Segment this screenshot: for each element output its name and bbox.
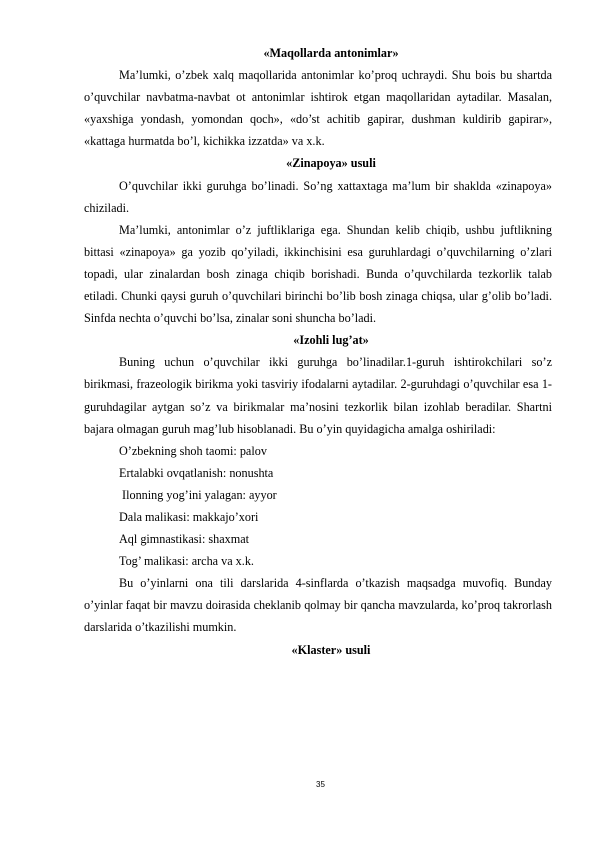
list-item: Aql gimnastikasi: shaxmat — [119, 532, 249, 547]
list-item: Tog’ malikasi: archa va x.k. — [119, 554, 254, 569]
heading-klaster-usuli: «Klaster» usuli — [291, 642, 371, 657]
heading-izohli-lugat: «Izohli lug’at» — [293, 333, 369, 348]
list-item: Dala malikasi: makkajo’xori — [119, 509, 259, 524]
paragraph-conclusion: Bu o’yinlarni ona tili darslarida 4-sinflarda o’tkazish maqsadga muvofiq. Bunday o’yinlar faqat bir mavzu doirasida cheklanib qolmay bir qancha mavzularda, ko’proq takrorlash darslarida o’tkazilishi mumkin. — [84, 576, 552, 635]
paragraph-maqollar-intro: Ma’lumki, o’zbek xalq maqollarida antonimlar ko’proq uchraydi. Shu bois bu shartda o’quvchilar navbatma-navbat ot antonimlar ishtirok etgan maqollaridan aytadilar. Masalan, «yaxshiga yondash, yomondan qoch», «do’st achitib gapirar, dushman kuldirib gapirar», «kattaga hurmatda bo’l, kichikka izzatda» va x.k. — [84, 68, 552, 149]
paragraph-zinapoya-rules: Ma’lumki, antonimlar o’z juftliklariga ega. Shundan kelib chiqib, ushbu juftlikning bittasi «zinapoya» ga yozib qo’yiladi, ikkinchisini esa guruhlardagi o’quvchilarning o’zlari topadi, ular zinalardan bosh zinaga chiqib borishadi. Bunda o’quvchilarda tezkorlik talab etiladi. Chunki qaysi guruh o’quvchilari birinchi bo’lib bosh zinaga chiqsa, ular g’olib bo’ladi. Sinfda nechta o’quvchi bo’lsa, zinalar soni shuncha bo’ladi. — [84, 222, 552, 326]
page-content — [84, 42, 552, 661]
list-item: O’zbekning shoh taomi: palov — [119, 443, 267, 458]
page-number: 35 — [316, 780, 325, 789]
list-item: Ertalabki ovqatlanish: nonushta — [119, 465, 274, 480]
paragraph-izohli-rules: Buning uchun o’quvchilar ikki guruhga bo’linadilar.1-guruh ishtirokchilari so’z birikmasi, frazeologik birikma yoki tasviriy ifodalarni aytadilar. 2-guruhdagi o’quvchilar esa 1- guruhdagilar aytgan so’z va birikmalar ma’nosini tezkorlik bilan izohlab beradilar. Shartni bajara olmagan guruh mag’lub hisoblanadi. Bu o’yin quyidagicha amalga oshiriladi: — [84, 355, 552, 436]
examples-list — [84, 440, 552, 573]
heading-zinapoya-usuli: «Zinapoya» usuli — [286, 156, 376, 171]
list-item: Ilonning yog’ini yalagan: ayyor — [119, 487, 277, 502]
paragraph-zinapoya-groups: O’quvchilar ikki guruhga bo’linadi. So’ng xattaxtaga ma’lum bir shaklda «zinapoya» chiziladi. — [84, 178, 552, 215]
heading-maqollarda-antonimlar: «Maqollarda antonimlar» — [263, 46, 399, 60]
